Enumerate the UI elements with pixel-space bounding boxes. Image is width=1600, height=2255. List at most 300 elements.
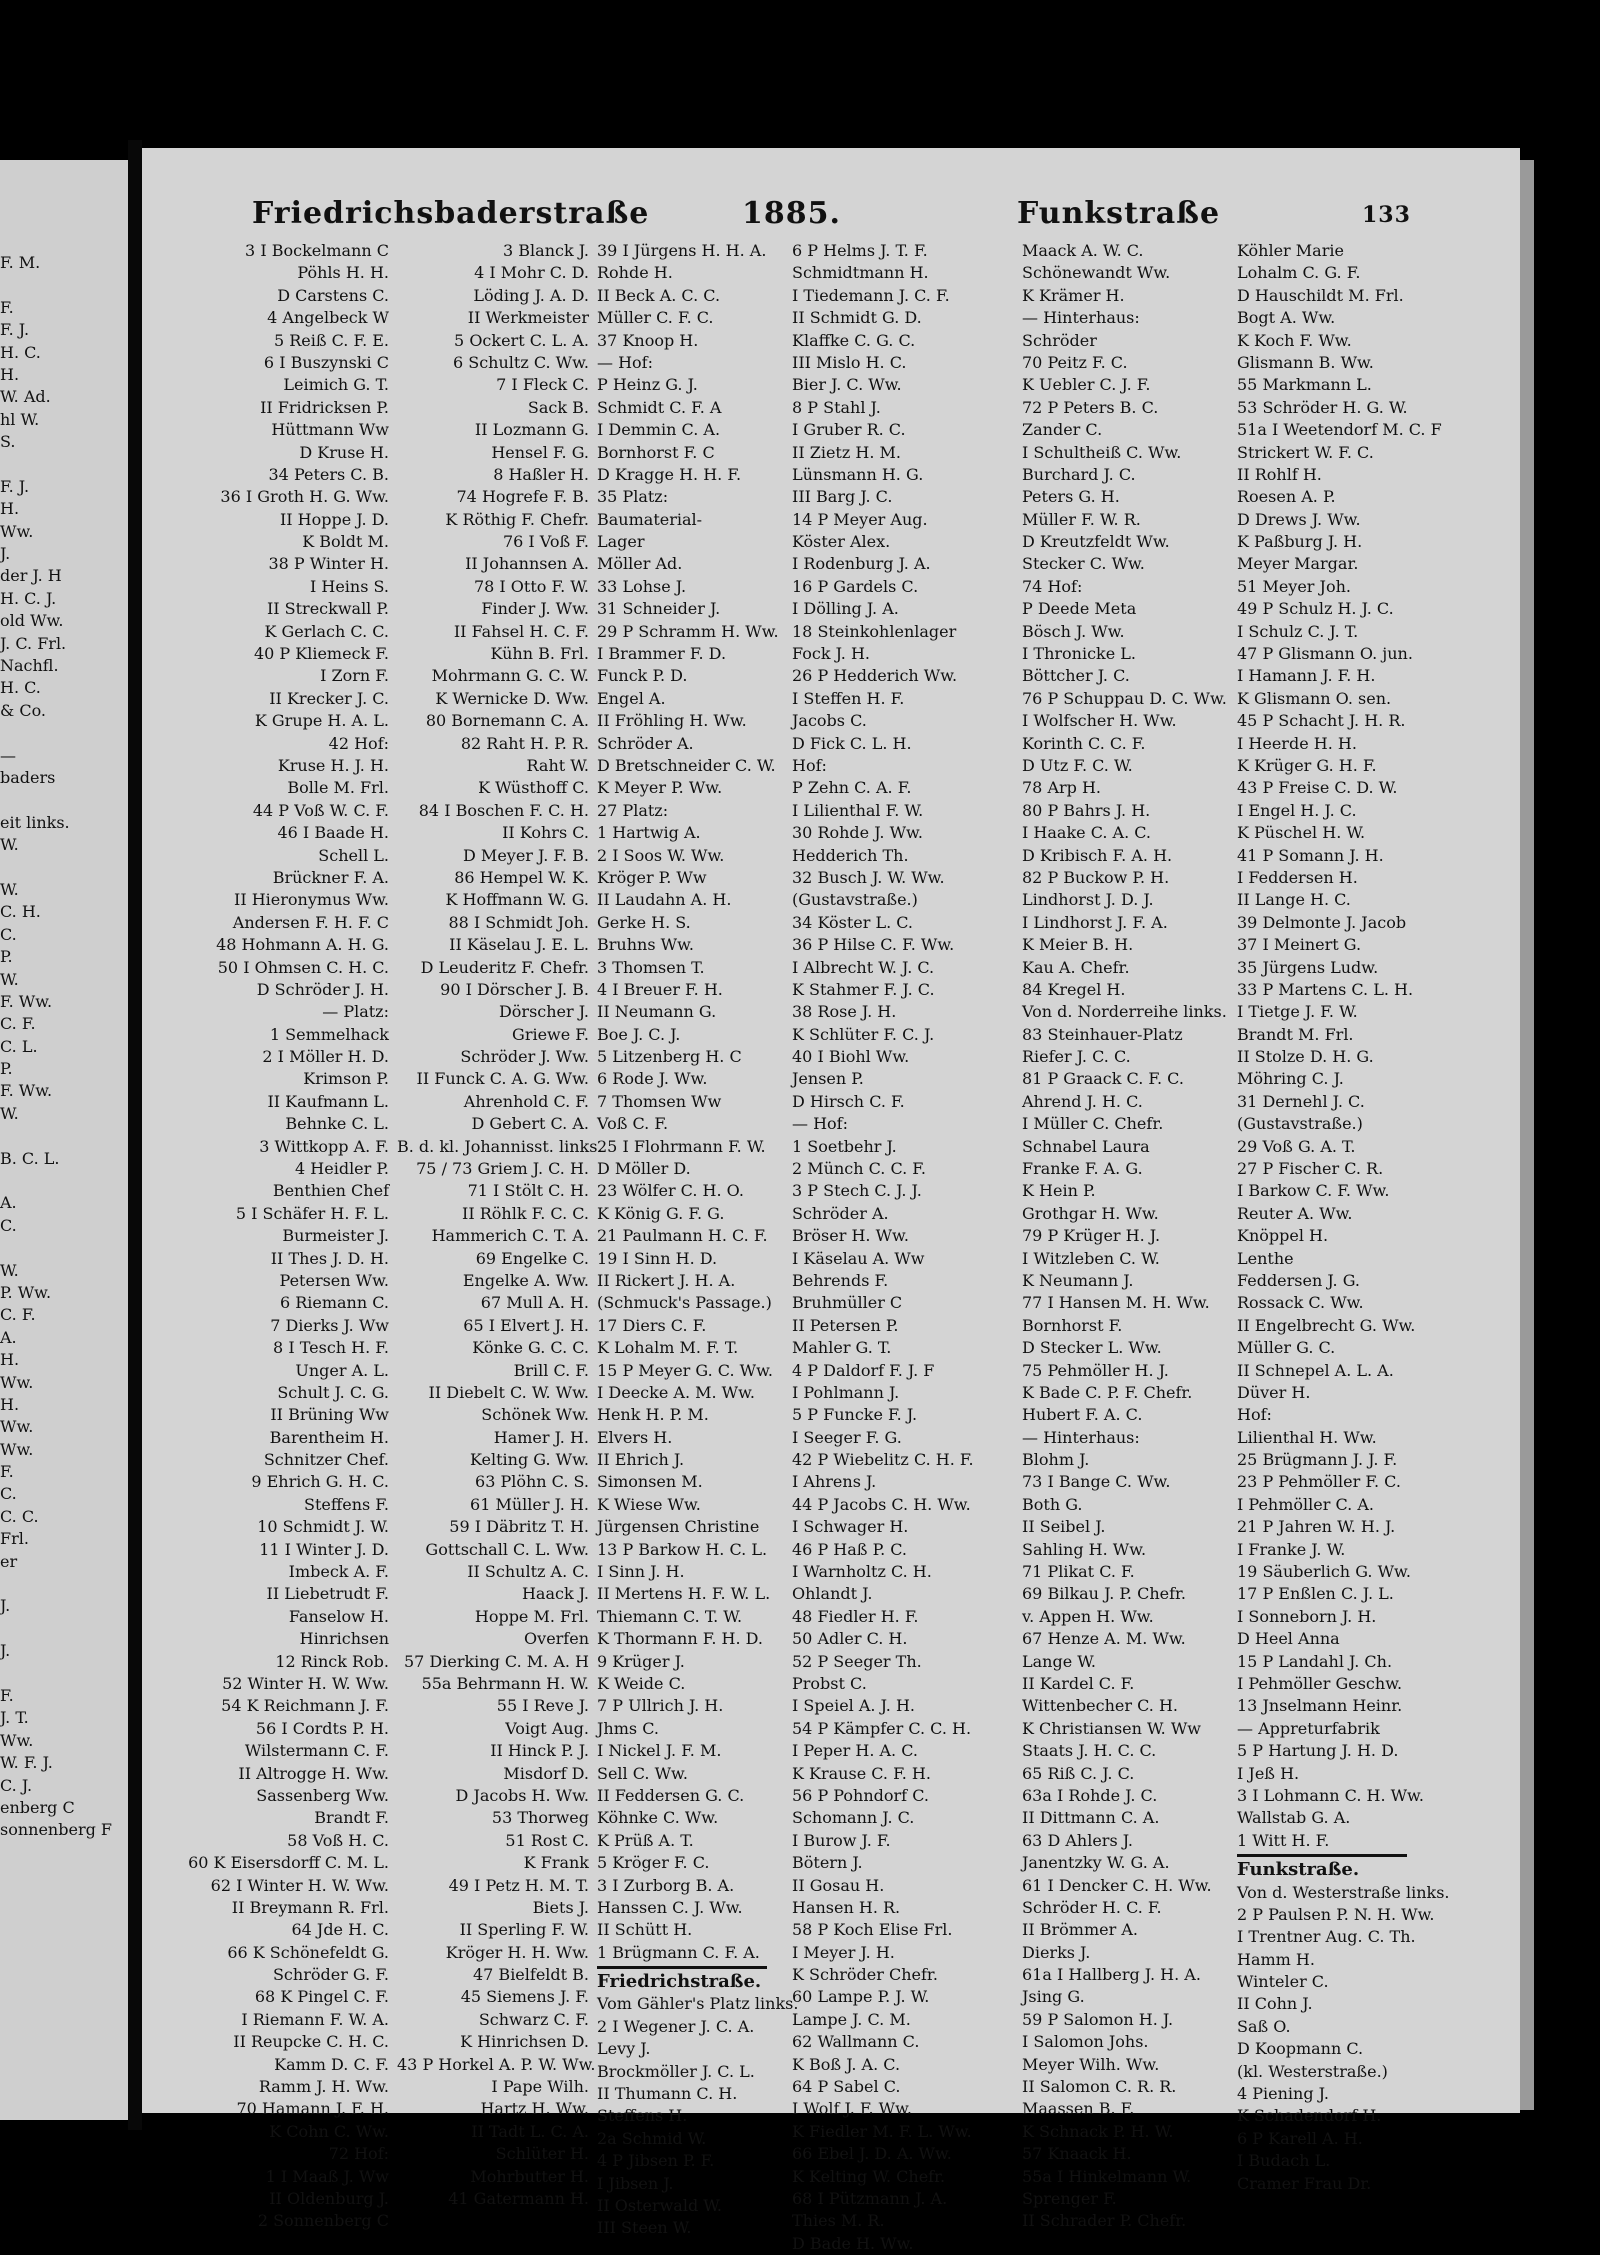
directory-entry: W. xyxy=(0,1103,19,1123)
directory-entry: 50 I Ohmsen C. H. C. xyxy=(217,957,389,977)
directory-entry: Pöhls H. H. xyxy=(297,263,389,283)
directory-entry: Riefer J. C. C. xyxy=(1022,1047,1131,1067)
directory-entry: Stecker C. Ww. xyxy=(1022,554,1145,574)
directory-entry: Griewe F. xyxy=(512,1024,589,1044)
directory-entry: 3 Wittkopp A. F. xyxy=(259,1136,389,1156)
directory-entry: D Koopmann C. xyxy=(1237,2039,1364,2059)
directory-entry: 45 Siemens J. F. xyxy=(460,1987,589,2007)
directory-entry: D Schröder J. H. xyxy=(256,979,389,999)
directory-entry: D Möller D. xyxy=(597,1159,691,1179)
directory-entry: Schröder J. Ww. xyxy=(460,1047,589,1067)
directory-entry: 2 I Wegener J. C. A. xyxy=(597,2016,755,2036)
directory-entry: K Wiese Ww. xyxy=(597,1494,701,1514)
directory-entry: H. C. J. xyxy=(0,588,57,608)
directory-entry: Brandt F. xyxy=(314,1808,389,1828)
directory-entry: 6 I Buszynski C xyxy=(263,352,389,372)
directory-entry: II Schmidt G. D. xyxy=(792,308,922,328)
directory-entry: D Gebert C. A. xyxy=(471,1114,589,1134)
directory-entry: Strickert W. F. C. xyxy=(1237,442,1374,462)
directory-entry: 10 Schmidt J. W. xyxy=(257,1517,389,1537)
directory-entry: III Mislo H. C. xyxy=(792,352,907,372)
directory-entry: Leimich G. T. xyxy=(283,375,389,395)
directory-entry: Lampe J. C. M. xyxy=(792,2009,911,2029)
directory-entry: Grothgar H. Ww. xyxy=(1022,1203,1159,1223)
header-year: 1885. xyxy=(742,196,841,231)
directory-entry: Schröder A. xyxy=(792,1203,889,1223)
directory-entry: Levy J. xyxy=(597,2039,651,2059)
directory-entry: Mahler G. T. xyxy=(792,1338,892,1358)
directory-entry: F. M. xyxy=(0,253,41,272)
directory-entry: Bruhns Ww. xyxy=(597,935,694,955)
directory-entry: 1 I Maaß J. Ww xyxy=(265,2166,389,2186)
directory-entry: D Hirsch C. F. xyxy=(792,1091,905,1111)
directory-entry: 38 P Winter H. xyxy=(268,554,389,574)
directory-entry: Fanselow H. xyxy=(288,1606,389,1626)
directory-entry: B. C. L. xyxy=(0,1148,60,1168)
directory-entry: Hanssen C. J. Ww. xyxy=(597,1897,743,1917)
directory-entry: Funkstraße. xyxy=(1237,1859,1360,1881)
directory-entry: 69 Bilkau J. P. Chefr. xyxy=(1022,1584,1187,1604)
directory-entry: Von d. Westerstraße links. xyxy=(1237,1882,1450,1902)
directory-entry: 40 I Biohl Ww. xyxy=(792,1047,910,1067)
directory-entry: 33 P Martens C. L. H. xyxy=(1237,979,1414,999)
directory-entry: C. J. xyxy=(0,1775,33,1795)
directory-entry: 53 Schröder H. G. W. xyxy=(1237,397,1408,417)
directory-entry: Schmidtmann H. xyxy=(792,263,929,283)
directory-entry: I Tiedemann J. C. F. xyxy=(792,285,950,305)
directory-entry: J. xyxy=(0,1641,11,1661)
directory-entry: 39 I Jürgens H. H. A. xyxy=(597,241,767,260)
directory-entry: D Heel Anna xyxy=(1237,1629,1340,1649)
directory-entry: 74 Hogrefe F. B. xyxy=(456,487,589,507)
directory-entry: 48 Hohmann A. H. G. xyxy=(216,935,389,955)
column-6 xyxy=(1237,240,1487,2195)
directory-entry: K Wüsthoff C. xyxy=(478,778,589,798)
directory-entry: 7 I Fleck C. xyxy=(496,375,589,395)
directory-entry: I Barkow C. F. Ww. xyxy=(1237,1181,1390,1201)
directory-entry: 7 P Ullrich J. H. xyxy=(597,1696,724,1716)
directory-entry: Müller F. W. R. xyxy=(1022,509,1141,529)
directory-entry: P. Ww. xyxy=(0,1282,52,1302)
directory-entry: II Schrader P. Chefr. xyxy=(1022,2211,1187,2231)
directory-entry: 14 P Meyer Aug. xyxy=(792,509,928,529)
directory-entry: II Hieronymus Ww. xyxy=(234,890,389,910)
directory-entry: Roesen A. P. xyxy=(1237,487,1336,507)
directory-entry: Kröger P. Ww xyxy=(597,867,707,887)
directory-entry: I Pehmöller Geschw. xyxy=(1237,1674,1403,1693)
directory-entry: D Stecker L. Ww. xyxy=(1022,1338,1162,1358)
directory-entry: Simonsen M. xyxy=(597,1472,703,1492)
directory-entry: Knöppel H. xyxy=(1237,1226,1329,1246)
directory-entry: 17 P Enßlen C. J. L. xyxy=(1237,1584,1394,1604)
directory-entry: Lenthe xyxy=(1237,1248,1294,1268)
directory-entry: Benthien Chef xyxy=(272,1181,389,1201)
directory-entry: Sell C. Ww. xyxy=(597,1763,688,1783)
directory-entry: II Rohlf H. xyxy=(1237,464,1322,484)
directory-entry: J. C. Frl. xyxy=(0,633,67,653)
directory-entry: 2 Sonnenberg C xyxy=(257,2211,389,2231)
directory-entry: 79 P Krüger H. J. xyxy=(1022,1226,1161,1246)
directory-entry: Behrends F. xyxy=(792,1270,889,1290)
directory-entry: Bruhmüller C xyxy=(792,1293,903,1313)
directory-entry: II Thes J. D. H. xyxy=(270,1248,389,1268)
directory-entry: 64 Jde H. C. xyxy=(291,1920,389,1940)
directory-entry: II Johannsen A. xyxy=(465,554,589,574)
directory-entry: 32 Busch J. W. Ww. xyxy=(792,867,945,887)
header-right-street: Funkstraße xyxy=(1017,196,1221,231)
directory-entry: Klaffke C. G. C. xyxy=(792,330,916,350)
directory-entry: Schönewandt Ww. xyxy=(1022,263,1171,283)
directory-entry: K Krämer H. xyxy=(1022,285,1125,305)
directory-entry: Von d. Norderreihe links. xyxy=(1022,1002,1227,1022)
directory-entry: Cramer Frau Dr. xyxy=(1237,2173,1372,2193)
directory-entry: D Drews J. Ww. xyxy=(1237,509,1361,529)
directory-entry: v. Appen H. Ww. xyxy=(1022,1606,1154,1626)
directory-entry: Ww. xyxy=(0,521,34,541)
directory-entry: I Haake C. A. C. xyxy=(1022,823,1152,843)
directory-entry: W. Ad. xyxy=(0,387,51,407)
directory-entry: I Heerde H. H. xyxy=(1237,733,1357,753)
directory-entry: II Osterwald W. xyxy=(597,2195,723,2215)
directory-entry: I Franke J. W. xyxy=(1237,1539,1346,1559)
directory-entry: Schnitzer Chef. xyxy=(263,1450,389,1470)
directory-entry: Nachfl. xyxy=(0,656,59,676)
directory-entry: 40 P Kliemeck F. xyxy=(253,644,389,664)
directory-entry: II Hinck P. J. xyxy=(490,1741,589,1761)
directory-entry: er xyxy=(0,1551,18,1571)
directory-entry: 65 Riß C. J. C. xyxy=(1022,1763,1135,1783)
directory-entry: D Meyer J. F. B. xyxy=(463,845,589,865)
directory-entry: II Cohn J. xyxy=(1237,1994,1313,2014)
directory-entry: Behnke C. L. xyxy=(285,1114,389,1134)
directory-entry: 66 Ebel J. D. A. Ww. xyxy=(792,2144,952,2164)
directory-entry: Probst C. xyxy=(792,1674,867,1693)
directory-entry: 27 P Fischer C. R. xyxy=(1237,1159,1384,1179)
directory-entry: II Fröhling H. Ww. xyxy=(597,711,747,731)
directory-entry: 64 P Sabel C. xyxy=(792,2077,901,2097)
directory-entry: der J. H xyxy=(0,566,62,586)
directory-entry: 18 Steinkohlenlager xyxy=(792,621,957,641)
directory-entry: Jacobs C. xyxy=(792,711,867,731)
directory-entry: 69 Engelke C. xyxy=(475,1248,589,1268)
directory-entry: 2 I Möller H. D. xyxy=(262,1047,389,1067)
directory-entry: 43 P Horkel A. P. W. Ww. xyxy=(397,2054,596,2074)
directory-entry: 4 Angelbeck W xyxy=(267,308,389,328)
directory-entry: K König G. F. G. xyxy=(597,1203,725,1223)
directory-entry: 4 P Jibsen P. F. xyxy=(597,2151,715,2171)
directory-entry: Misdorf D. xyxy=(503,1763,589,1783)
directory-entry: 8 I Tesch H. F. xyxy=(273,1338,389,1358)
directory-entry: Kau A. Chefr. xyxy=(1022,957,1130,977)
directory-entry: II Brüning Ww xyxy=(270,1405,389,1425)
directory-entry: 34 Peters C. B. xyxy=(268,464,389,484)
directory-entry: Hof: xyxy=(1237,1405,1272,1425)
directory-entry: 54 P Kämpfer C. C. H. xyxy=(792,1718,972,1738)
directory-entry: 42 P Wiebelitz C. H. F. xyxy=(792,1450,974,1470)
directory-entry: 70 Peitz F. C. xyxy=(1022,352,1128,372)
directory-entry: Lindhorst J. D. J. xyxy=(1022,890,1154,910)
directory-entry: I Engel H. J. C. xyxy=(1237,800,1357,820)
page-number: 133 xyxy=(1362,202,1411,228)
column-4 xyxy=(792,240,1022,2255)
directory-entry: — Hinterhaus: xyxy=(1022,308,1140,328)
directory-entry: K Neumann J. xyxy=(1022,1270,1134,1290)
directory-entry: 1 Witt H. F. xyxy=(1237,1830,1330,1850)
directory-entry: 16 P Gardels C. xyxy=(792,576,919,596)
directory-entry: I Feddersen H. xyxy=(1237,867,1358,887)
directory-entry: 80 Bornemann C. A. xyxy=(425,711,589,731)
directory-entry: Bornhorst F. C xyxy=(597,442,715,462)
directory-entry: W. xyxy=(0,835,19,855)
directory-entry: Mohrbutter H. xyxy=(470,2166,589,2186)
directory-entry: II Funck C. A. G. Ww. xyxy=(416,1069,589,1089)
directory-entry: 66 K Schönefeldt G. xyxy=(227,1942,389,1962)
directory-entry: 63 D Ahlers J. xyxy=(1022,1830,1134,1850)
directory-entry: 76 I Voß F. xyxy=(502,532,589,552)
directory-entry: 68 K Pingel C. F. xyxy=(254,1987,389,2007)
directory-entry: Unger A. L. xyxy=(295,1360,389,1380)
directory-entry: F. Ww. xyxy=(0,1081,53,1101)
directory-entry: C. xyxy=(0,924,17,944)
directory-entry: K Hinrichsen D. xyxy=(460,2032,589,2052)
directory-entry: H. xyxy=(0,1394,20,1414)
directory-entry: 5 P Funcke F. J. xyxy=(792,1405,918,1425)
directory-entry: 54 K Reichmann J. F. xyxy=(221,1696,389,1716)
directory-entry: 3 Blanck J. xyxy=(503,241,589,260)
page-edge xyxy=(1520,160,1534,2110)
directory-entry xyxy=(0,454,128,476)
directory-entry: Jsing G. xyxy=(1022,1987,1085,2007)
directory-entry: K Grupe H. A. L. xyxy=(254,711,389,731)
directory-entry: 2 I Soos W. Ww. xyxy=(597,845,725,865)
directory-entry: 51 Meyer Joh. xyxy=(1237,576,1351,596)
directory-entry: Petersen Ww. xyxy=(279,1270,389,1290)
directory-entry: II Kaufmann L. xyxy=(267,1091,389,1111)
directory-entry: 53 Thorweg xyxy=(491,1808,589,1828)
directory-entry: II Altrogge H. Ww. xyxy=(238,1763,389,1783)
directory-entry: Müller C. F. C. xyxy=(597,308,714,328)
directory-entry: I Seeger F. G. xyxy=(792,1427,902,1447)
directory-entry: II Beck A. C. C. xyxy=(597,285,721,305)
directory-entry: W. xyxy=(0,1260,19,1280)
directory-page xyxy=(142,148,1520,2253)
directory-entry: I Käselau A. Ww xyxy=(792,1248,925,1268)
directory-entry: 34 Köster L. C. xyxy=(792,912,913,932)
directory-entry: Finder J. Ww. xyxy=(481,599,589,619)
directory-entry: hl W. xyxy=(0,409,40,429)
directory-entry: Ww. xyxy=(0,1372,34,1392)
directory-entry: II Rickert J. H. A. xyxy=(597,1270,736,1290)
directory-entry xyxy=(0,274,128,296)
directory-entry: 51a I Weetendorf M. C. F xyxy=(1237,420,1442,440)
directory-entry: K Krause C. F. H. xyxy=(792,1763,931,1783)
directory-entry: Schlüter H. xyxy=(495,2144,589,2164)
directory-entry: Schell L. xyxy=(318,845,389,865)
directory-entry: I Ahrens J. xyxy=(792,1472,877,1492)
directory-entry: C. C. xyxy=(0,1506,39,1526)
directory-entry: II Feddersen G. C. xyxy=(597,1785,745,1805)
directory-entry: 1 Soetbehr J. xyxy=(792,1136,897,1156)
directory-entry: Sprenger F. xyxy=(1022,2188,1117,2208)
directory-entry: II Diebelt C. W. Ww. xyxy=(428,1382,589,1402)
directory-entry: Löding J. A. D. xyxy=(473,285,589,305)
directory-entry: D Kruse H. xyxy=(299,442,389,462)
directory-entry: S. xyxy=(0,432,16,452)
directory-entry: Köster Alex. xyxy=(792,532,891,552)
directory-entry: 52 Winter H. W. Ww. xyxy=(222,1674,389,1693)
directory-entry: 13 P Barkow H. C. L. xyxy=(597,1539,768,1559)
directory-entry: enberg C xyxy=(0,1797,75,1817)
directory-entry: Glismann B. Ww. xyxy=(1237,352,1374,372)
directory-entry: 6 Rode J. Ww. xyxy=(597,1069,708,1089)
directory-entry: K Krüger G. H. F. xyxy=(1237,755,1377,775)
directory-entry: 5 I Schäfer H. F. L. xyxy=(235,1203,389,1223)
directory-entry: 4 I Breuer F. H. xyxy=(597,979,723,999)
directory-entry: A. xyxy=(0,1327,17,1347)
directory-entry: I Dölling J. A. xyxy=(792,599,899,619)
directory-entry: C. F. xyxy=(0,1014,36,1034)
directory-entry: II Salomon C. R. R. xyxy=(1022,2077,1177,2097)
directory-entry: 68 I Pützmann J. A. xyxy=(792,2188,948,2208)
directory-entry: K Christiansen W. Ww xyxy=(1022,1718,1201,1738)
directory-entry: 44 P Voß W. C. F. xyxy=(252,800,389,820)
directory-entry: Gottschall C. L. Ww. xyxy=(425,1539,589,1559)
directory-entry: 4 I Mohr C. D. xyxy=(474,263,589,283)
directory-entry: 83 Steinhauer-Platz xyxy=(1022,1024,1183,1044)
directory-entry: K Thormann F. H. D. xyxy=(597,1629,763,1649)
directory-entry: Kamm D. C. F. xyxy=(274,2054,389,2074)
directory-entry: (kl. Westerstraße.) xyxy=(1237,2061,1388,2081)
directory-entry: I Müller C. Chefr. xyxy=(1022,1114,1164,1134)
column-2 xyxy=(397,240,603,2210)
directory-entry: P. xyxy=(0,947,13,967)
directory-entry: 31 Dernehl J. C. xyxy=(1237,1091,1365,1111)
directory-entry: 73 I Bange C. Ww. xyxy=(1022,1472,1171,1492)
directory-entry: Lilienthal H. Ww. xyxy=(1237,1427,1377,1447)
directory-entry: F. xyxy=(0,297,14,317)
directory-entry: F. J. xyxy=(0,320,30,340)
directory-entry: D Fick C. L. H. xyxy=(792,733,912,753)
directory-entry: 47 Bielfeldt B. xyxy=(472,1965,589,1985)
directory-entry: Meyer Wilh. Ww. xyxy=(1022,2054,1160,2074)
directory-entry: II Werkmeister xyxy=(467,308,589,328)
directory-entry: 86 Hempel W. K. xyxy=(454,867,589,887)
directory-entry: Staats J. H. C. C. xyxy=(1022,1741,1157,1761)
directory-entry: 60 K Eisersdorff C. M. L. xyxy=(188,1853,389,1873)
directory-entry: 2 P Paulsen P. N. H. Ww. xyxy=(1237,1904,1435,1924)
directory-entry: Mohrmann G. C. W. xyxy=(431,666,589,686)
directory-entry: 75 Pehmöller H. J. xyxy=(1022,1360,1169,1380)
directory-entry: 9 Ehrich G. H. C. xyxy=(251,1472,389,1492)
directory-entry: K Gerlach C. C. xyxy=(264,621,389,641)
directory-entry: 77 I Hansen M. H. Ww. xyxy=(1022,1293,1210,1313)
directory-entry: 5 Litzenberg H. C xyxy=(597,1047,742,1067)
directory-entry: II Schnepel A. L. A. xyxy=(1237,1360,1394,1380)
directory-entry: Bötern J. xyxy=(792,1853,863,1873)
directory-entry: Hansen H. R. xyxy=(792,1897,901,1917)
directory-entry: I Thronicke L. xyxy=(1022,644,1137,664)
directory-entry: H. C. xyxy=(0,678,41,698)
directory-entry: II Kohrs C. xyxy=(502,823,589,843)
directory-entry: K Bade C. P. F. Chefr. xyxy=(1022,1382,1193,1402)
directory-entry: I Trentner Aug. C. Th. xyxy=(1237,1927,1416,1947)
directory-entry: 36 P Hilse C. F. Ww. xyxy=(792,935,955,955)
directory-entry: D Carstens C. xyxy=(277,285,389,305)
directory-entry: I Burow J. F. xyxy=(792,1830,891,1850)
directory-entry: Hof: xyxy=(792,755,827,775)
directory-entry: 9 Krüger J. xyxy=(597,1651,685,1671)
directory-entry: 78 Arp H. xyxy=(1022,778,1102,798)
directory-entry: 41 Gatermann H. xyxy=(448,2188,589,2208)
directory-entry: 67 Mull A. H. xyxy=(480,1293,589,1313)
directory-entry: Schomann J. C. xyxy=(792,1808,915,1828)
directory-entry: (Schmuck's Passage.) xyxy=(597,1293,772,1313)
directory-entry: Wallstab G. A. xyxy=(1237,1808,1351,1828)
directory-entry: II Käselau J. E. L. xyxy=(449,935,589,955)
directory-entry: 2a Schmid W. xyxy=(597,2128,707,2148)
directory-entry: Burmeister J. xyxy=(282,1226,389,1246)
directory-entry: Burchard J. C. xyxy=(1022,464,1136,484)
directory-entry: Dörscher J. xyxy=(498,1002,589,1022)
directory-entry: Franke F. A. G. xyxy=(1022,1159,1143,1179)
directory-entry: Hartz H. Ww. xyxy=(480,2099,589,2119)
directory-entry: 82 Raht H. P. R. xyxy=(460,733,589,753)
directory-entry: W. xyxy=(0,969,19,989)
directory-entry: Schröder A. xyxy=(597,733,694,753)
directory-entry: 31 Schneider J. xyxy=(597,599,721,619)
column-5 xyxy=(1022,240,1242,2233)
directory-entry: 13 Jnselmann Heinr. xyxy=(1237,1696,1403,1716)
directory-entry: 8 Haßler H. xyxy=(493,464,589,484)
directory-entry: F. xyxy=(0,1686,14,1705)
directory-entry: 36 I Groth H. G. Ww. xyxy=(220,487,389,507)
directory-entry: II Hoppe J. D. xyxy=(279,509,389,529)
directory-entry: II Liebetrudt F. xyxy=(266,1584,389,1604)
directory-entry: D Bade H. Ww. xyxy=(792,2233,914,2253)
directory-entry: 65 I Elvert J. H. xyxy=(463,1315,589,1335)
directory-entry: I Schulz C. J. T. xyxy=(1237,621,1359,641)
directory-entry: Overfen xyxy=(524,1629,589,1649)
directory-entry: Hinrichsen xyxy=(299,1629,389,1649)
directory-entry: I Wolf J. F. Ww. xyxy=(792,2099,912,2119)
directory-entry: 39 Delmonte J. Jacob xyxy=(1237,912,1407,932)
directory-entry: Hedderich Th. xyxy=(792,845,909,865)
directory-entry: 56 I Cordts P. H. xyxy=(255,1718,389,1738)
directory-entry: — Hof: xyxy=(597,352,653,372)
directory-entry: II Oldenburg J. xyxy=(269,2188,389,2208)
directory-entry: II Streckwall P. xyxy=(266,599,389,619)
directory-entry: Rossack C. Ww. xyxy=(1237,1293,1364,1313)
directory-entry: K Prüß A. T. xyxy=(597,1830,694,1850)
directory-entry: 78 I Otto F. W. xyxy=(473,576,589,596)
directory-entry: Maack A. W. C. xyxy=(1022,241,1144,260)
directory-entry: II Thumann C. H. xyxy=(597,2084,738,2104)
directory-entry: Hammerich C. T. A. xyxy=(431,1226,589,1246)
directory-entry: I Jibsen J. xyxy=(597,2173,674,2193)
directory-entry: I Riemann F. W. A. xyxy=(241,2009,389,2029)
directory-entry: Bornhorst F. xyxy=(1022,1315,1123,1335)
directory-entry: 74 Hof: xyxy=(1022,576,1083,596)
directory-entry: K Schröder Chefr. xyxy=(792,1965,938,1985)
left-page-lines xyxy=(0,252,128,1842)
directory-entry: 5 Reiß C. F. E. xyxy=(273,330,389,350)
directory-entry: Sack B. xyxy=(527,397,589,417)
directory-entry: II Krecker J. C. xyxy=(269,688,389,708)
directory-entry: I Tietge J. F. W. xyxy=(1237,1002,1358,1022)
directory-entry: 49 I Petz H. M. T. xyxy=(448,1875,589,1895)
directory-entry: 3 I Bockelmann C xyxy=(245,241,389,260)
directory-entry: (Gustavstraße.) xyxy=(1237,1114,1363,1134)
